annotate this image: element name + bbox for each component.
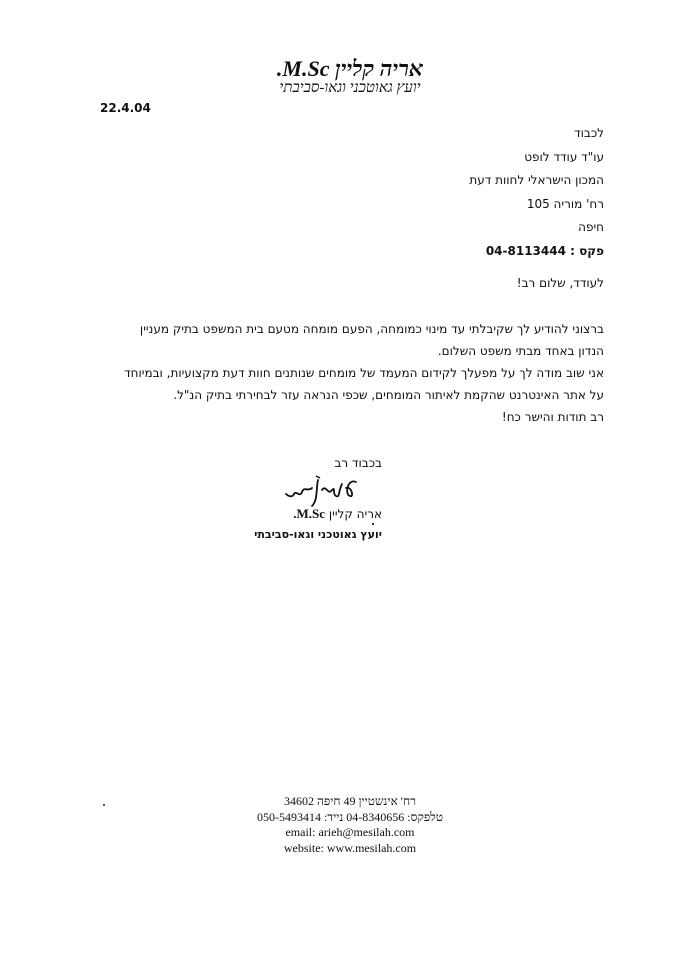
body-line-4: על אתר האינטרנט שהקמת לאיתור המומחים, שכפי הנראה עזר לבחירתי בתיק הנ"ל.	[173, 388, 604, 402]
letterhead-name: אריה קליין M.Sc.	[276, 56, 424, 81]
recipient-block	[184, 122, 604, 263]
letter-date: 22.4.04	[100, 101, 151, 115]
footer-phones: טלפקס: 04-8340656 נייד: 050-5493414	[256, 809, 444, 824]
body-line-5: רב תודות והישר כח!	[501, 410, 604, 424]
footer-address: רח' אינשטיין 49 חיפה 34602	[284, 794, 416, 808]
signatory-name-hebrew: אריה קליין	[328, 507, 382, 521]
greeting: לעודד, שלום רב!	[516, 276, 604, 290]
footer-email: email: arieh@mesilah.com	[285, 825, 415, 839]
signature-block	[162, 456, 382, 541]
recipient-fax: פקס : 04-8113444	[485, 243, 604, 258]
footer-website: website: www.mesilah.com	[283, 840, 417, 855]
scan-mark	[372, 523, 374, 525]
recipient-name: עו"ד עודד לופט	[524, 149, 604, 164]
letterhead-title: יועץ גאוטכני וגאו-סביבתי	[279, 80, 421, 96]
signatory-name	[293, 506, 382, 522]
recipient-street: רח' מוריה 105	[526, 196, 604, 211]
body-line-3: אני שוב מודה לך על מפעלך לקידום המעמד של מומחים שנותנים חוות דעת מקצועיות, ובמיוחד	[124, 366, 604, 380]
handwritten-signature	[282, 474, 362, 510]
body-line-2: הנדון באחד מבתי משפט השלום.	[437, 344, 604, 358]
signatory-degree: M.Sc.	[293, 506, 326, 521]
letterhead-footer	[0, 794, 700, 856]
body-line-1: ברצוני להודיע לך שקיבלתי עד מינוי כמומחה, הפעם מומחה מטעם בית המשפט בתיק מעניין	[139, 322, 604, 336]
closing: בכבוד רב	[334, 456, 382, 470]
recipient-organization: המכון הישראלי לחוות דעת	[469, 173, 604, 187]
recipient-city: חיפה	[578, 220, 604, 234]
letter-body	[84, 318, 604, 428]
recipient-salutation: לכבוד	[574, 126, 604, 140]
signatory-title: יועץ גאוטכני וגאו-סביבתי	[254, 528, 382, 541]
